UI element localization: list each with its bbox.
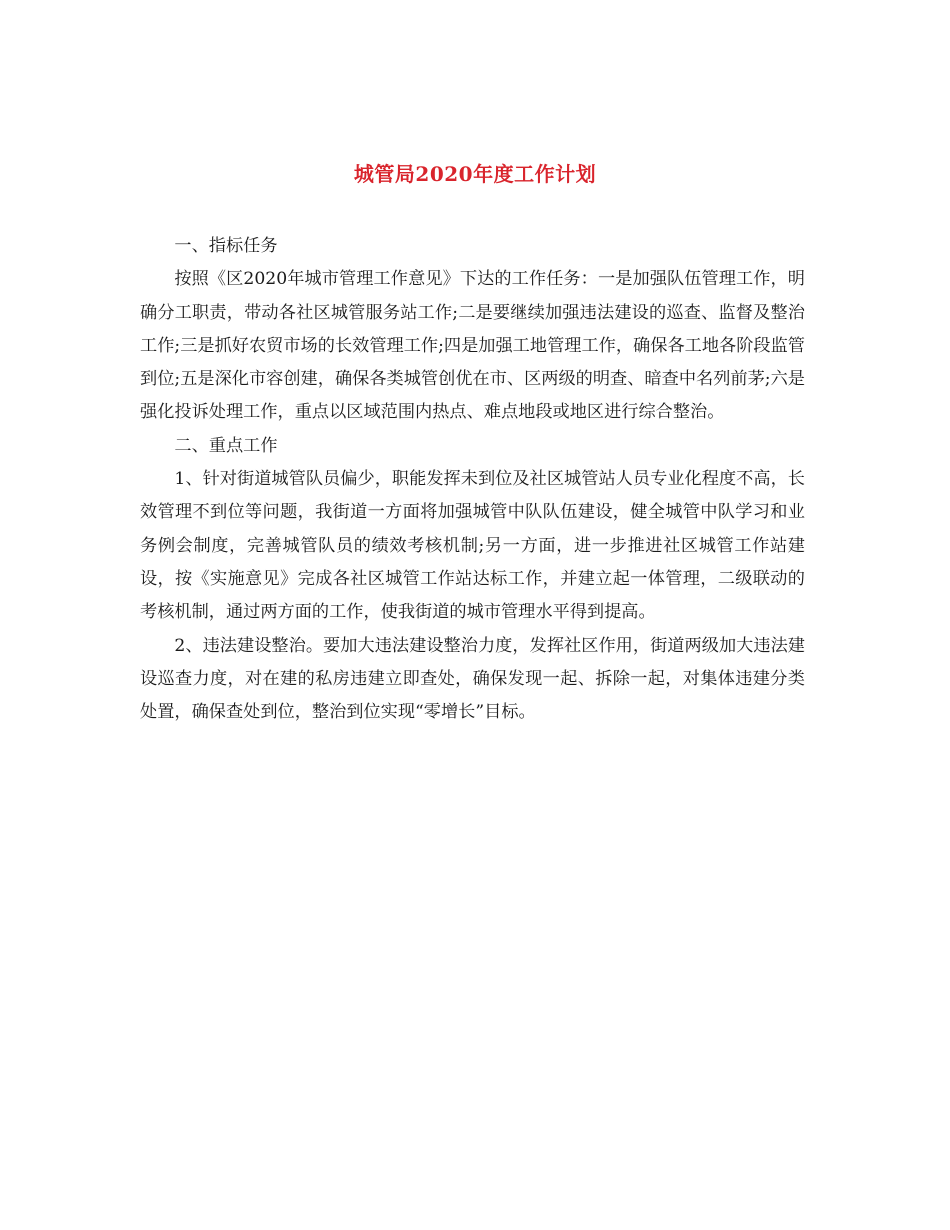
paragraph-key-work-2: 2、违法建设整治。要加大违法建设整治力度，发挥社区作用，街道两级加大违法建设巡查力度，对在建的私房违建立即查处，确保发现一起、拆除一起，对集体违建分类处置，确保查处到位，整治到位实现“零增长”目标。 [140,635,805,723]
paragraph-indicators: 按照《区2020年城市管理工作意见》下达的工作任务：一是加强队伍管理工作，明确分工职责，带动各社区城管服务站工作;二是要继续加强违法建设的巡查、监督及整治工作;三是抓好农贸市场的长效管理工作;四是加强工地管理工作，确保各工地各阶段监管到位;五是深化市容创建，确保各类城管创优在市、区两级的明查、暗查中名列前茅;六是强化投诉处理工作，重点以区域范围内热点、难点地段或地区进行综合整治。 [140,269,805,423]
section-heading-indicators: 一、指标任务 [174,236,278,256]
document-body [140,230,805,729]
paragraph-key-work-1: 1、针对街道城管队员偏少，职能发挥未到位及社区城管站人员专业化程度不高，长效管理不到位等问题，我街道一方面将加强城管中队队伍建设，健全城管中队学习和业务例会制度，完善城管队员的绩效考核机制;另一方面，进一步推进社区城管工作站建设，按《实施意见》完成各社区城管工作站达标工作，并建立起一体管理，二级联动的考核机制，通过两方面的工作，使我街道的城市管理水平得到提高。 [140,469,805,623]
document-title: 城管局2020年度工作计划 [353,162,597,187]
section-heading-key-work: 二、重点工作 [174,435,278,456]
